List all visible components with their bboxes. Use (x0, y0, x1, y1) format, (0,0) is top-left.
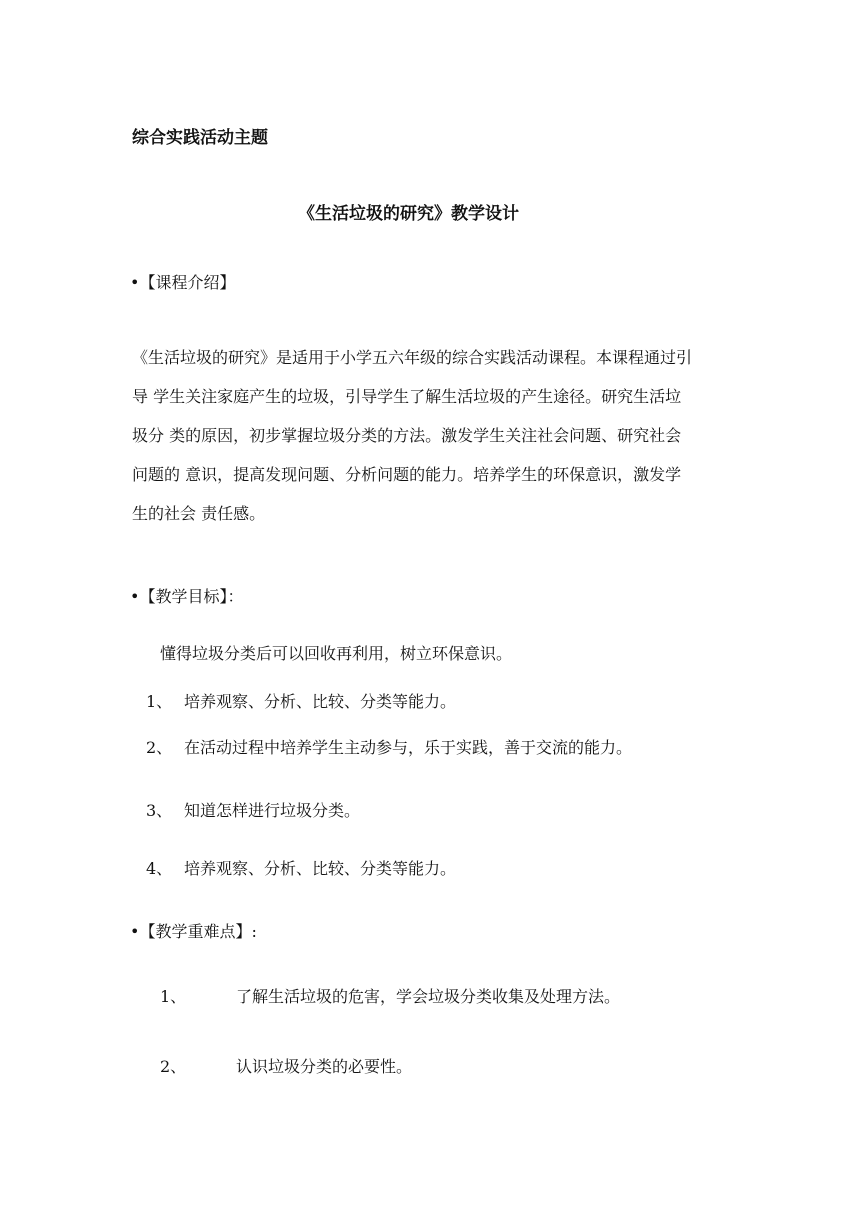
theme-heading: 综合实践活动主题 (132, 128, 268, 148)
goal-number: 2、 (146, 738, 173, 757)
key-point-text: 认识垃圾分类的必要性。 (236, 1057, 413, 1076)
goal-text: 知道怎样进行垃圾分类。 (184, 801, 361, 820)
goal-number: 1、 (146, 692, 173, 711)
intro-line: 问题的 意识，提高发现问题、分析问题的能力。培养学生的环保意识，激发学 (132, 465, 682, 484)
key-point-number: 1、 (160, 987, 187, 1006)
goal-item (146, 859, 172, 879)
goal-number: 3、 (146, 801, 173, 820)
intro-paragraph (132, 338, 732, 533)
goals-lead: 懂得垃圾分类后可以回收再利用，树立环保意识。 (160, 644, 513, 663)
intro-section-header: •【课程介绍】 (130, 273, 236, 292)
key-point-item (160, 987, 186, 1007)
intro-line: 圾分 类的原因，初步掌握垃圾分类的方法。激发学生关注社会问题、研究社会 (132, 426, 682, 445)
goal-text: 培养观察、分析、比较、分类等能力。 (184, 859, 457, 878)
goal-text: 培养观察、分析、比较、分类等能力。 (184, 692, 457, 711)
goal-text: 在活动过程中培养学生主动参与，乐于实践，善于交流的能力。 (184, 738, 633, 757)
goals-section-header: •【教学目标】： (130, 587, 244, 606)
goal-item (146, 692, 172, 712)
key-point-item (160, 1057, 186, 1077)
goal-item (146, 738, 172, 758)
key-points-section-header: •【教学重难点】: (130, 922, 257, 941)
key-point-number: 2、 (160, 1057, 187, 1076)
key-point-text: 了解生活垃圾的危害，学会垃圾分类收集及处理方法。 (236, 987, 621, 1006)
intro-line: 生的社会 责任感。 (132, 504, 266, 523)
intro-line: 《生活垃圾的研究》是适用于小学五六年级的综合实践活动课程。本课程通过引 (132, 348, 693, 367)
intro-line: 导 学生关注家庭产生的垃圾，引导学生了解生活垃圾的产生途径。研究生活垃 (132, 387, 682, 406)
document-title: 《生活垃圾的研究》教学设计 (298, 204, 519, 224)
goal-number: 4、 (146, 859, 173, 878)
goal-item (146, 801, 172, 821)
